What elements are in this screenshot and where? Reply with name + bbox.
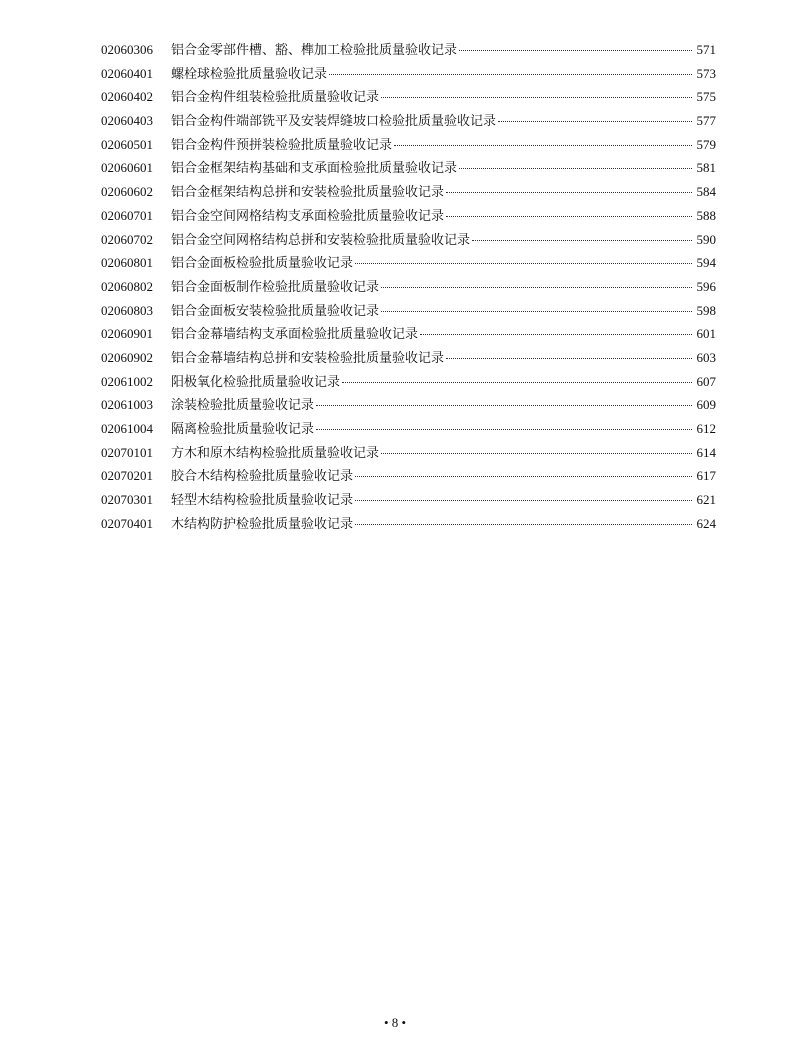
toc-entry-page: 573 (696, 65, 716, 81)
dot-leader (355, 261, 692, 264)
toc-entry-code: 02060403 (101, 113, 153, 129)
toc-entry[interactable] (101, 85, 716, 109)
toc-entry-title: 涂装检验批质量验收记录 (171, 398, 315, 414)
toc-entry-code: 02070401 (101, 515, 153, 531)
dot-leader (355, 522, 692, 525)
dot-leader (459, 48, 692, 51)
toc-entry-title: 胶合木结构检验批质量验收记录 (171, 469, 354, 485)
toc-entry-page: 614 (696, 444, 716, 460)
toc-entry-code: 02060802 (101, 278, 153, 294)
toc-entry[interactable] (101, 417, 716, 441)
toc-entry-code: 02060702 (101, 231, 153, 247)
toc-entry-code: 02060902 (101, 349, 153, 365)
dot-leader (446, 190, 692, 193)
dot-leader (394, 143, 692, 146)
toc-entry-page: 590 (696, 231, 716, 247)
toc-entry-page: 575 (696, 89, 716, 105)
toc-entry-title: 轻型木结构检验批质量验收记录 (171, 493, 354, 509)
toc-entry[interactable] (101, 512, 716, 536)
dot-leader (355, 498, 692, 501)
toc-entry[interactable] (101, 62, 716, 86)
toc-entry-page: 624 (696, 515, 716, 531)
toc-entry[interactable] (101, 109, 716, 133)
toc-entry-title: 铝合金构件预拼装检验批质量验收记录 (171, 137, 393, 153)
toc-entry-page: 612 (696, 421, 716, 436)
toc-entry-page: 594 (696, 255, 716, 271)
dot-leader (420, 332, 692, 335)
toc-entry-title: 螺栓球检验批质量验收记录 (171, 66, 328, 82)
toc-entry[interactable] (101, 393, 716, 417)
toc-entry-code: 02070101 (101, 444, 153, 460)
toc-entry-page: 579 (696, 136, 716, 152)
toc-entry[interactable] (101, 251, 716, 275)
toc-entry-code: 02070301 (101, 492, 153, 508)
toc-entry-code: 02061003 (101, 397, 153, 413)
toc-entry-page: 584 (696, 184, 716, 200)
toc-entry-title: 铝合金构件端部铣平及安装焊缝坡口检验批质量验收记录 (171, 114, 497, 130)
toc-entry-title: 铝合金空间网格结构支承面检验批质量验收记录 (171, 208, 445, 224)
toc-entry[interactable] (101, 299, 716, 323)
toc-entry[interactable] (101, 204, 716, 228)
toc-entry-page: 596 (696, 278, 716, 294)
dot-leader (381, 309, 692, 312)
toc-entry-code: 02061004 (101, 421, 153, 436)
toc-entry-title: 铝合金构件组装检验批质量验收记录 (171, 90, 380, 106)
toc-entry-title: 铝合金面板安装检验批质量验收记录 (171, 303, 380, 319)
toc-entry-title: 铝合金幕墙结构支承面检验批质量验收记录 (171, 327, 419, 343)
toc-entry-title: 铝合金零部件槽、豁、榫加工检验批质量验收记录 (171, 43, 458, 58)
toc-entry-title: 铝合金面板制作检验批质量验收记录 (171, 279, 380, 295)
toc-entry[interactable] (101, 322, 716, 346)
dot-leader (381, 451, 692, 454)
toc-entry[interactable] (101, 370, 716, 394)
toc-entry-title: 铝合金空间网格结构总拼和安装检验批质量验收记录 (171, 232, 471, 248)
toc-entry[interactable] (101, 38, 716, 62)
toc-entry-code: 02060401 (101, 65, 153, 81)
dot-leader (446, 214, 692, 217)
toc-entry-code: 02060602 (101, 184, 153, 200)
toc-entry[interactable] (101, 441, 716, 465)
toc-entry-code: 02060701 (101, 207, 153, 223)
dot-leader (316, 427, 692, 430)
page-number: • 8 • (383, 1015, 407, 1030)
toc-entry-code: 02060803 (101, 302, 153, 318)
toc-entry[interactable] (101, 133, 716, 157)
dot-leader (459, 166, 692, 169)
toc-entry-title: 铝合金面板检验批质量验收记录 (171, 256, 354, 272)
toc-entry-page: 607 (696, 373, 716, 389)
toc-entry-title: 铝合金框架结构基础和支承面检验批质量验收记录 (171, 161, 458, 177)
toc-entry-title: 隔离检验批质量验收记录 (171, 422, 315, 437)
toc-entry-page: 571 (696, 42, 716, 57)
toc-entry-page: 581 (696, 160, 716, 176)
toc-entry-title: 方木和原木结构检验批质量验收记录 (171, 445, 380, 461)
dot-leader (498, 119, 692, 122)
dot-leader (472, 238, 692, 241)
toc-entry-code: 02060801 (101, 255, 153, 271)
toc-entry-title: 铝合金幕墙结构总拼和安装检验批质量验收记录 (171, 350, 445, 366)
toc-entry[interactable] (101, 228, 716, 252)
dot-leader (381, 285, 692, 288)
dot-leader (316, 403, 692, 406)
toc-entry[interactable] (101, 488, 716, 512)
toc-entry-code: 02060306 (101, 42, 153, 57)
toc-entry-page: 609 (696, 397, 716, 413)
table-of-contents (101, 38, 716, 535)
dot-leader (381, 95, 692, 98)
dot-leader (446, 356, 692, 359)
toc-entry-code: 02060601 (101, 160, 153, 176)
toc-entry-page: 577 (696, 113, 716, 129)
toc-entry-title: 木结构防护检验批质量验收记录 (171, 516, 354, 532)
toc-entry-title: 铝合金框架结构总拼和安装检验批质量验收记录 (171, 185, 445, 201)
toc-entry-page: 588 (696, 207, 716, 223)
toc-entry-page: 617 (696, 468, 716, 484)
toc-entry-page: 621 (696, 492, 716, 508)
toc-entry-code: 02060402 (101, 89, 153, 105)
toc-entry-code: 02070201 (101, 468, 153, 484)
dot-leader (342, 380, 692, 383)
toc-entry-code: 02061002 (101, 373, 153, 389)
toc-entry[interactable] (101, 180, 716, 204)
toc-entry-title: 阳极氧化检验批质量验收记录 (171, 374, 341, 390)
toc-entry[interactable] (101, 275, 716, 299)
toc-entry-code: 02060501 (101, 136, 153, 152)
toc-entry[interactable] (101, 464, 716, 488)
dot-leader (355, 474, 692, 477)
toc-entry-page: 601 (696, 326, 716, 342)
toc-entry-code: 02060901 (101, 326, 153, 342)
toc-entry[interactable] (101, 346, 716, 370)
toc-entry-page: 598 (696, 302, 716, 318)
dot-leader (329, 72, 692, 75)
toc-entry-page: 603 (696, 349, 716, 365)
toc-entry[interactable] (101, 156, 716, 180)
